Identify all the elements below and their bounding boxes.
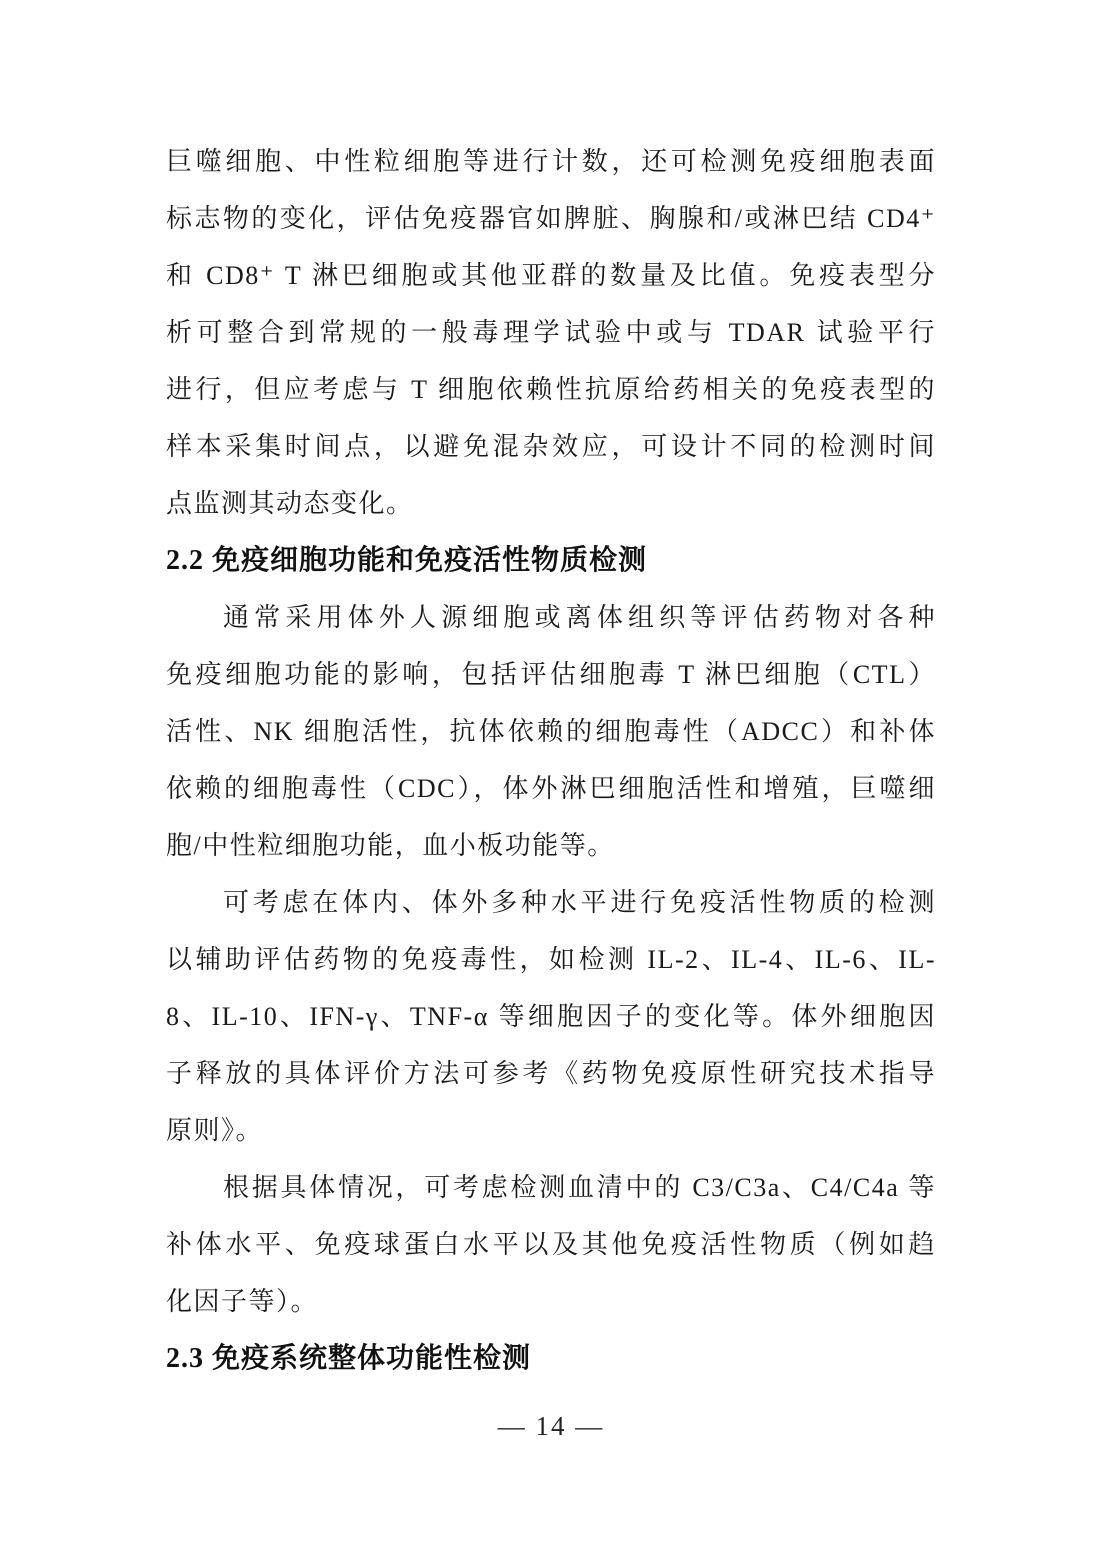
text-line: 巨噬细胞、中性粒细胞等进行计数，还可检测免疫细胞表面 <box>166 147 936 176</box>
section-heading-2-3 <box>166 1330 936 1387</box>
paragraph-continuation <box>166 133 936 532</box>
text-line: 免疫细胞功能的影响，包括评估细胞毒 T 淋巴细胞（CTL） <box>166 660 936 689</box>
text-line: 胞/中性粒细胞功能，血小板功能等。 <box>166 831 615 860</box>
paragraph-cell-function <box>166 589 936 874</box>
text-line: 通常采用体外人源细胞或离体组织等评估药物对各种 <box>223 603 936 632</box>
section-heading-text: 2.3 免疫系统整体功能性检测 <box>166 1343 532 1374</box>
text-line: 标志物的变化，评估免疫器官如脾脏、胸腺和/或淋巴结 CD4⁺ <box>166 204 936 233</box>
text-line: 可考虑在体内、体外多种水平进行免疫活性物质的检测 <box>223 888 936 917</box>
text-line: 点监测其动态变化。 <box>166 489 414 518</box>
text-line: 和 CD8⁺ T 淋巴细胞或其他亚群的数量及比值。免疫表型分 <box>166 261 936 290</box>
paragraph-cytokines <box>166 874 936 1159</box>
text-line: 子释放的具体评价方法可参考《药物免疫原性研究技术指导 <box>166 1059 936 1088</box>
text-line: 样本采集时间点，以避免混杂效应，可设计不同的检测时间 <box>166 432 936 461</box>
page-number: — 14 — <box>497 1411 605 1441</box>
paragraph-complement <box>166 1159 936 1330</box>
text-line: 化因子等）。 <box>166 1287 319 1316</box>
section-heading-2-2 <box>166 532 936 589</box>
text-line: 依赖的细胞毒性（CDC），体外淋巴细胞活性和增殖，巨噬细 <box>166 774 936 803</box>
text-line: 活性、NK 细胞活性，抗体依赖的细胞毒性（ADCC）和补体 <box>166 717 936 746</box>
document-body <box>166 133 936 1387</box>
text-line: 原则》。 <box>166 1116 264 1145</box>
text-line: 以辅助评估药物的免疫毒性，如检测 IL-2、IL-4、IL-6、IL- <box>166 945 936 974</box>
text-line: 进行，但应考虑与 T 细胞依赖性抗原给药相关的免疫表型的 <box>166 375 936 404</box>
section-heading-text: 2.2 免疫细胞功能和免疫活性物质检测 <box>166 545 648 576</box>
page-footer <box>0 1404 1102 1449</box>
text-line: 8、IL-10、IFN-γ、TNF-α 等细胞因子的变化等。体外细胞因 <box>166 1002 936 1031</box>
text-line: 补体水平、免疫球蛋白水平以及其他免疫活性物质（例如趋 <box>166 1230 936 1259</box>
text-line: 根据具体情况，可考虑检测血清中的 C3/C3a、C4/C4a 等 <box>223 1173 936 1202</box>
text-line: 析可整合到常规的一般毒理学试验中或与 TDAR 试验平行 <box>166 318 936 347</box>
